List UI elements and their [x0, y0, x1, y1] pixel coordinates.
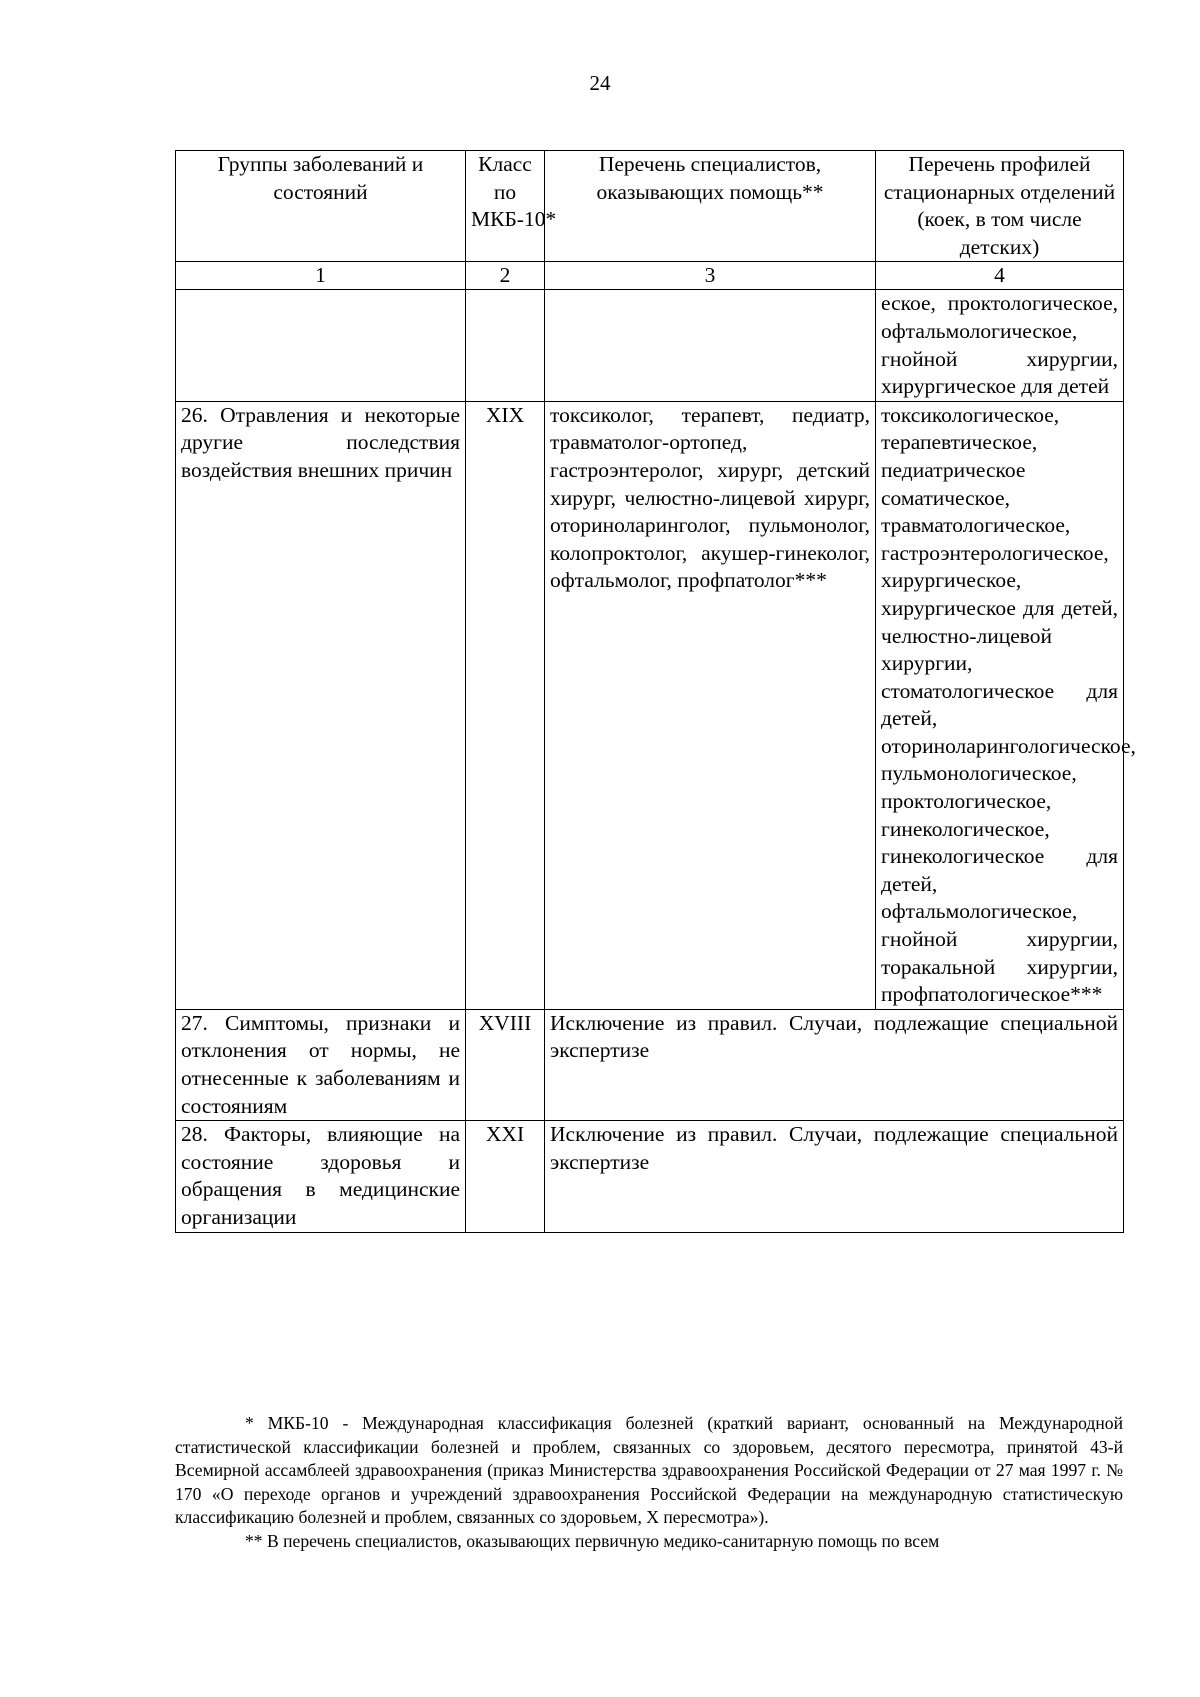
page-number: 24 — [589, 71, 611, 95]
specialists-cell — [545, 290, 876, 401]
table-row — [176, 401, 1124, 1009]
table-row — [176, 1121, 1124, 1232]
icd-class-cell: XIX — [466, 401, 545, 1009]
group-cell: 27. Симптомы, признаки и отклонения от нормы, не отнесенные к заболеваниям и состояниям — [176, 1009, 466, 1120]
footnotes — [175, 1412, 1123, 1553]
profiles-cell: токсикологическое, терапевтическое, педиатрическое соматическое, травматологическое, гастроэнтерологическое, хирургическое, хирургическое для детей, челюстно-лицевой хирургии, стоматологическое для детей, оториноларингологическое, пульмонологическое, проктологическое, гинекологическое, гинекологическое для детей, офтальмологическое, гнойной хирургии, торакальной хирургии, профпатологическое*** — [876, 401, 1124, 1009]
icd-class-cell: XXI — [466, 1121, 545, 1232]
column-number: 1 — [176, 262, 466, 290]
header-disease-groups: Группы заболеваний и состояний — [176, 151, 466, 262]
header-inpatient-profiles: Перечень профилей стационарных отделений (коек, в том числе детских) — [876, 151, 1124, 262]
icd-class-cell — [466, 290, 545, 401]
header-specialists: Перечень специалистов, оказывающих помощь** — [545, 151, 876, 262]
profiles-cell: еское, проктологическое, офтальмологическое, гнойной хирургии, хирургическое для детей — [876, 290, 1124, 401]
header-icd-class: Класс по МКБ-10* — [466, 151, 545, 262]
group-cell: 26. Отравления и некоторые другие последствия воздействия внешних причин — [176, 401, 466, 1009]
table-row — [176, 290, 1124, 401]
column-number: 4 — [876, 262, 1124, 290]
table-header-row — [176, 151, 1124, 262]
group-cell — [176, 290, 466, 401]
table-row — [176, 1009, 1124, 1120]
footnote-specialists: ** В перечень специалистов, оказывающих первичную медико-санитарную помощь по всем — [245, 1530, 940, 1551]
footnote-icd10: * МКБ-10 - Международная классификация болезней (краткий вариант, основанный на Международной статистической классификации болезней и проблем, связанных со здоровьем, десятого пересмотра, принятой 43-й Всемирной ассамблеей здравоохранения (приказ Министерства здравоохранения Российской Федерации от 27 мая 1997 г. № 170 «О переходе органов и учреждений здравоохранения Российской Федерации на международную статистическую классификацию болезней и проблем, связанных со здоровьем, X пересмотра»). — [175, 1413, 1123, 1527]
column-number: 3 — [545, 262, 876, 290]
column-number-row — [176, 262, 1124, 290]
group-cell: 28. Факторы, влияющие на состояние здоровья и обращения в медицинские организации — [176, 1121, 466, 1232]
specialists-cell: токсиколог, терапевт, педиатр, травматолог-ортопед, гастроэнтеролог, хирург, детский хирург, челюстно-лицевой хирург, оториноларинголог, пульмонолог, колопроктолог, акушер-гинеколог, офтальмолог, профпатолог*** — [545, 401, 876, 1009]
column-number: 2 — [466, 262, 545, 290]
icd-class-cell: XVIII — [466, 1009, 545, 1120]
disease-groups-table — [175, 150, 1136, 1233]
exception-note-cell: Исключение из правил. Случаи, подлежащие специальной экспертизе — [545, 1121, 1124, 1232]
exception-note-cell: Исключение из правил. Случаи, подлежащие специальной экспертизе — [545, 1009, 1124, 1120]
